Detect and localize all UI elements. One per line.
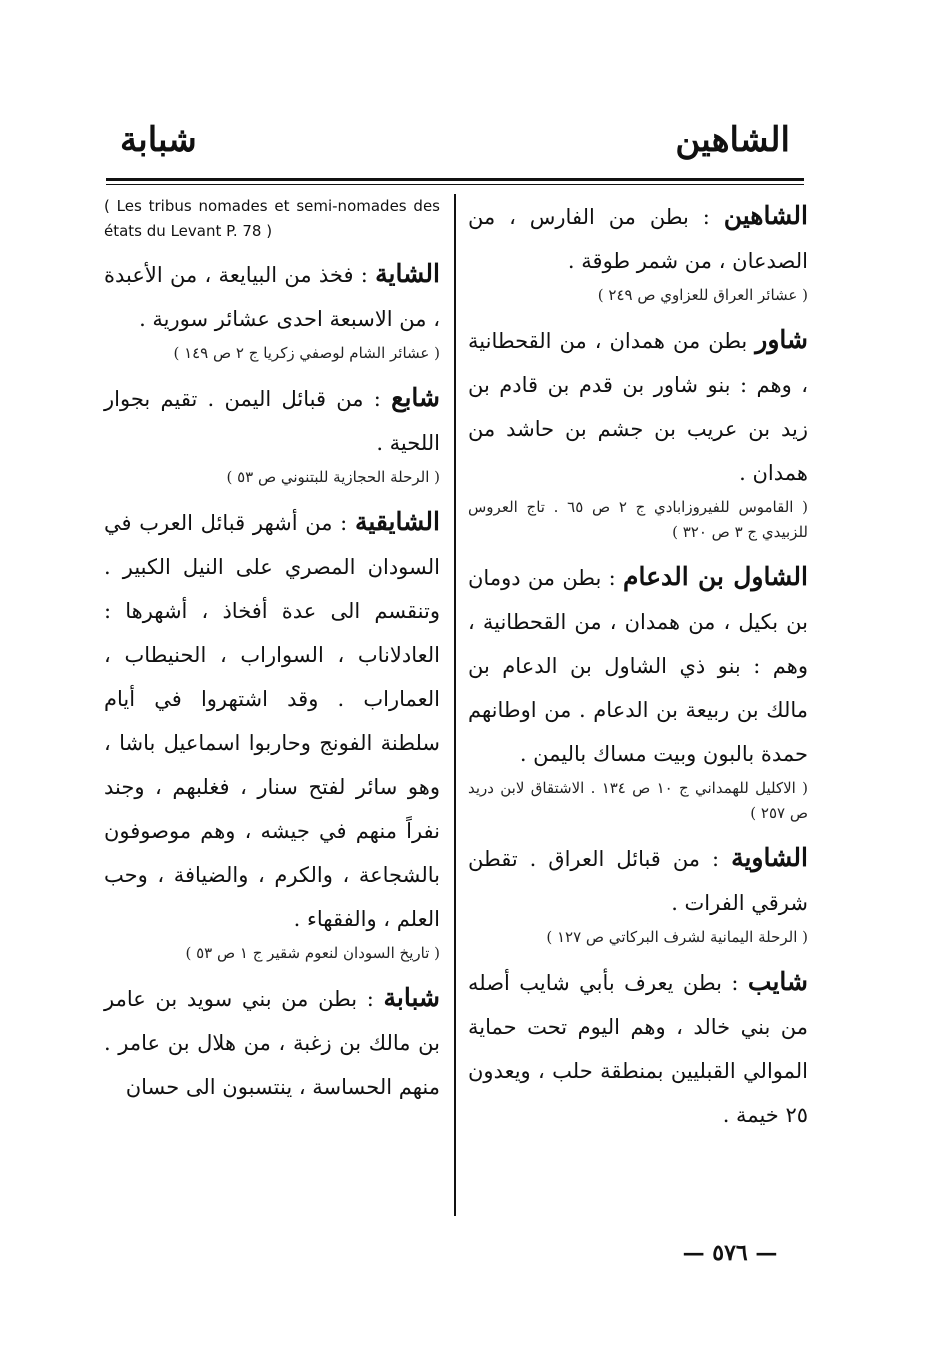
entry-source: ( الرحلة اليمانية لشرف البركاتي ص ١٢٧ ) [546, 928, 808, 946]
entry-text: بطن من همدان ، من القحطانية ، وهم : بنو شاور بن قدم بن قادم بن زيد بن عريب بن جشم بن حاشد من همدان . [468, 329, 808, 485]
entry-body [468, 194, 808, 283]
entry-text: : بطن من دومان بن بكيل ، من همدان ، من القحطانية ، وهم : بنو ذي الشاول بن الدعام بن مالك بن ربيعة بن الدعام . من اوطانهم حمدة بالبون وبيت مساك باليمن . [468, 566, 808, 766]
entry-headword: شابع [391, 383, 440, 412]
entry-shababa [104, 976, 440, 1109]
entry-al-shayqiya [104, 500, 440, 966]
entry-text: : بطن من الفارس ، من الصدعان ، من شمر طوقة . [468, 205, 808, 273]
entry-headword: الشايقية [354, 507, 440, 536]
running-head-right: الشاهين [675, 120, 790, 160]
entry-al-shawiya [468, 836, 808, 950]
page-number: — ٥٧٦ — [682, 1240, 778, 1266]
entry-body [104, 500, 440, 941]
entry-text: : من قبائل اليمن . تقيم بجوار اللحية . [104, 387, 440, 455]
entry-headword: شبابة [383, 983, 440, 1012]
entry-text: : فخذ من البيايعة ، من الأعبدة ، من الاسبعة احدى عشائر سورية . [104, 263, 440, 331]
entry-headword: الشاوية [731, 843, 808, 872]
entry-text: : من أشهر قبائل العرب في السودان المصري على النيل الكبير . وتنقسم الى عدة أفخاذ ، أشهرها : العادلاناب ، السواراب ، الحنيطاب ، العماراب . وقد اشتهروا في أيام سلطنة الفونج وحاربوا اسماعيل باشا ، وهو سائر لفتح سنار ، فغلبهم ، وجند نفراً منهم في جيشه ، وهم موصوفون بالشجاعة ، والكرم ، والضيافة ، وحب العلم ، والفقهاء . [104, 511, 440, 931]
entry-body [468, 555, 808, 776]
entry-headword: شايب [747, 967, 808, 996]
running-head-left: شبابة [120, 120, 197, 160]
latin-source-note: ( Les tribus nomades et semi-nomades des états du Levant P. 78 ) [104, 197, 440, 240]
entry-body [468, 836, 808, 925]
entry-shayib [468, 960, 808, 1137]
entry-source: ( القاموس للفيروزابادي ج ٢ ص ٦٥ . تاج العروس للزبيدي ج ٣ ص ٣٢٠ ) [468, 498, 808, 541]
entry-headword: شاور [755, 325, 808, 354]
entry-body [104, 252, 440, 341]
entry-al-shahin [468, 194, 808, 308]
entry-headword: الشاهين [723, 201, 808, 230]
entry-body [104, 976, 440, 1109]
entry-source: ( عشائر الشام لوصفي زكريا ج ٢ ص ١٤٩ ) [173, 344, 440, 362]
entry-body [104, 376, 440, 465]
header-rule-thick [106, 178, 804, 181]
entry-body [468, 318, 808, 495]
entry-text: : من قبائل العراق . تقطن شرقي الفرات . [468, 847, 808, 915]
entry-body [468, 960, 808, 1137]
entry-shabi [104, 376, 440, 490]
entry-source: ( عشائر العراق للعزاوي ص ٢٤٩ ) [597, 286, 808, 304]
right-column [468, 194, 808, 1137]
entry-headword: الشاية [375, 259, 440, 288]
entry-al-shaya [104, 252, 440, 366]
column-divider [454, 194, 456, 1216]
header-rule-thin [106, 184, 804, 185]
entry-source: ( الاكليل للهمداني ج ١٠ ص ١٣٤ . الاشتقاق لابن دريد ص ٢٥٧ ) [468, 779, 808, 822]
entry-text: : بطن من بني سويد بن عامر بن مالك بن زغبة ، من هلال بن عامر . منهم الحساسة ، ينتسبون الى حسان [104, 987, 440, 1099]
entry-source: ( تاريخ السودان لنعوم شقير ج ١ ص ٥٣ ) [185, 944, 440, 962]
entry-text: : بطن يعرف بأبي شايب أصله من بني خالد ، وهم اليوم تحت حماية الموالي القبليين بمنطقة حلب ، ويعدون ٢٥ خيمة . [468, 971, 808, 1127]
entry-shawir [468, 318, 808, 545]
entry-al-shawil [468, 555, 808, 826]
left-column [104, 194, 440, 1109]
entry-source: ( الرحلة الحجازية للبتنوني ص ٥٣ ) [226, 468, 440, 486]
entry-headword: الشاول بن الدعام [622, 562, 808, 591]
